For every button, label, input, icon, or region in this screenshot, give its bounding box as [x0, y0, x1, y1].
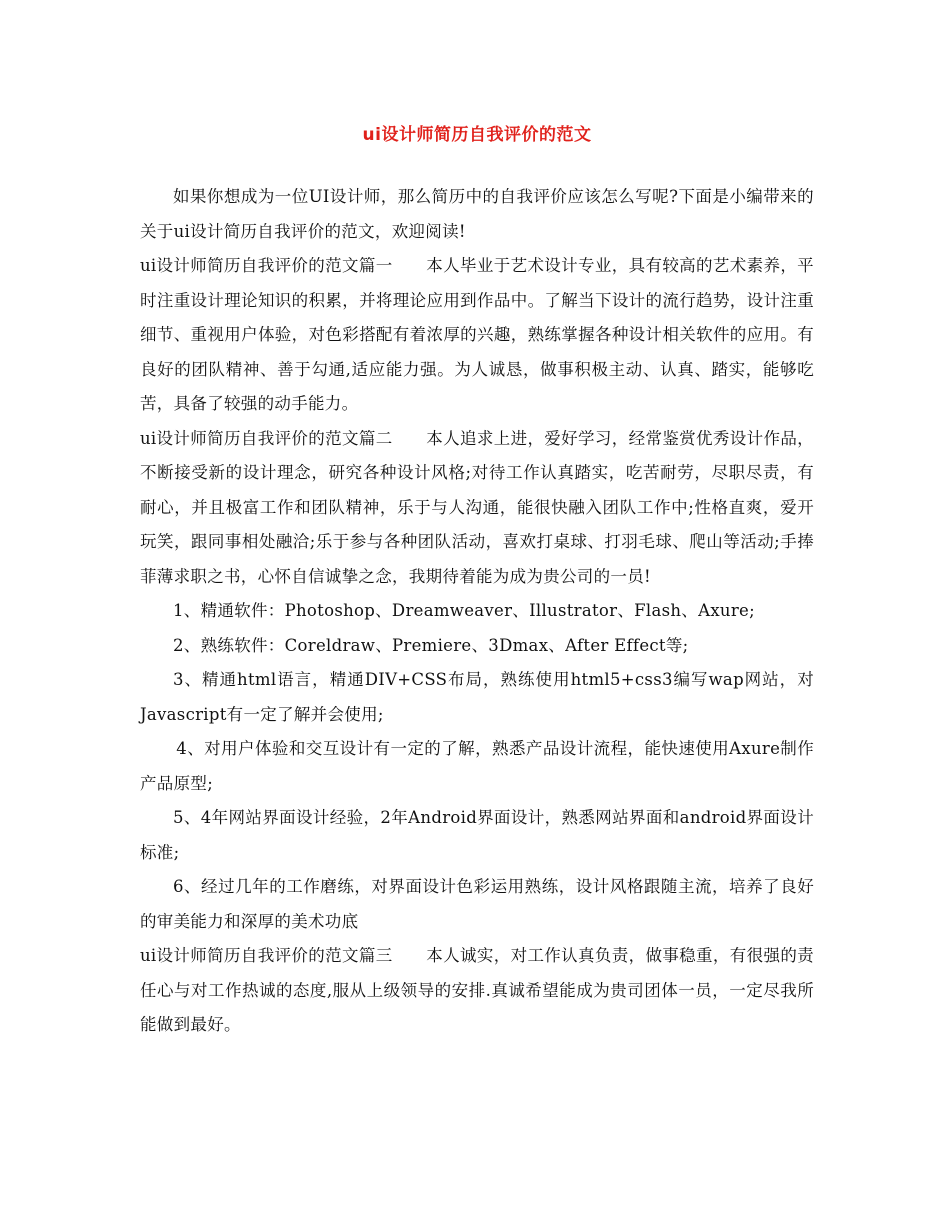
section-1-paragraph: ui设计师简历自我评价的范文篇一 本人毕业于艺术设计专业，具有较高的艺术素养，平时注重设计理论知识的积累，并将理论应用到作品中。了解当下设计的流行趋势，设计注重细节、重视用户体验，对色彩搭配有着浓厚的兴趣，熟练掌握各种设计相关软件的应用。有良好的团队精神、善于勾通,适应能力强。为人诚恳，做事积极主动、认真、踏实，能够吃苦，具备了较强的动手能力。 [140, 256, 814, 413]
list-item-3: 3、精通html语言，精通DIV+CSS布局，熟练使用html5+css3编写wap网站，对Javascript有一定了解并会使用; [140, 670, 814, 724]
list-item-6: 6、经过几年的工作磨练，对界面设计色彩运用熟练，设计风格跟随主流，培养了良好的审美能力和深厚的美术功底 [140, 877, 814, 931]
list-item-2: 2、熟练软件：Coreldraw、Premiere、3Dmax、After Effect等; [173, 635, 689, 655]
document-body [140, 180, 814, 1043]
document-title: ui设计师简历自我评价的范文 [362, 125, 592, 145]
list-item-5: 5、4年网站界面设计经验，2年Android界面设计，熟悉网站界面和android界面设计标准; [140, 808, 814, 862]
list-item-1: 1、精通软件：Photoshop、Dreamweaver、Illustrator、Flash、Axure; [173, 601, 755, 620]
list-item-4: 4、对用户体验和交互设计有一定的了解，熟悉产品设计流程，能快速使用Axure制作产品原型; [140, 739, 814, 793]
document-page [140, 118, 814, 1043]
intro-paragraph: 如果你想成为一位UI设计师，那么简历中的自我评价应该怎么写呢?下面是小编带来的关于ui设计简历自我评价的范文，欢迎阅读! [140, 187, 814, 241]
section-2-paragraph: ui设计师简历自我评价的范文篇二 本人追求上进，爱好学习，经常鉴赏优秀设计作品，不断接受新的设计理念，研究各种设计风格;对待工作认真踏实，吃苦耐劳，尽职尽责，有耐心，并且极富工作和团队精神，乐于与人沟通，能很快融入团队工作中;性格直爽，爱开玩笑，跟同事相处融洽;乐于参与各种团队活动，喜欢打桌球、打羽毛球、爬山等活动;手捧菲薄求职之书，心怀自信诚挚之念，我期待着能为成为贵公司的一员! [140, 428, 814, 586]
section-3-paragraph: ui设计师简历自我评价的范文篇三 本人诚实，对工作认真负责，做事稳重，有很强的责任心与对工作热诚的态度,服从上级领导的安排.真诚希望能成为贵司团体一员，一定尽我所能做到最好。 [140, 946, 814, 1034]
